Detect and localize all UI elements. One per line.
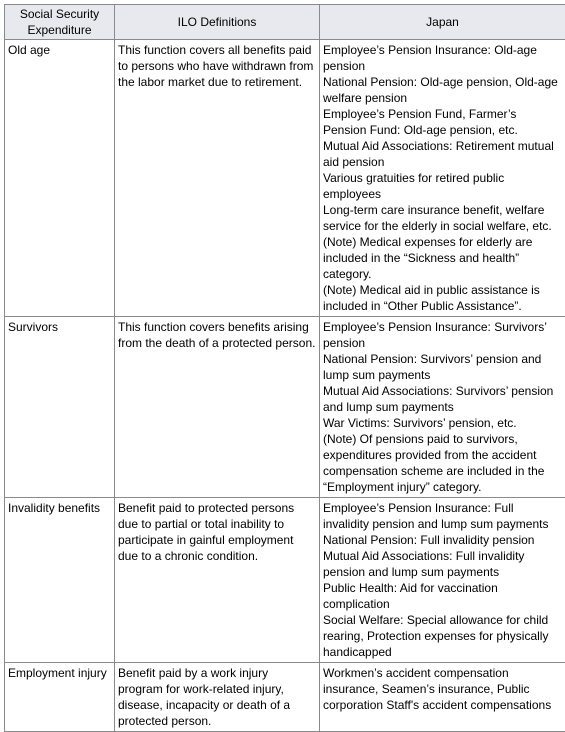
header-expenditure: Social Security Expenditure <box>5 5 115 40</box>
japan-note: (Note) Of pensions paid to survivors, expenditures provided from the accident compensation scheme are included in the “Employment injury” category. <box>323 431 562 495</box>
japan-item: Employee’s Pension Insurance: Survivors’ pension <box>323 319 562 351</box>
definition-cell: This function covers benefits arising from the death of a protected person. <box>115 317 320 498</box>
japan-item: Mutual Aid Associations: Full invalidity pension and lump sum payments <box>323 548 562 580</box>
japan-note: (Note) Medical aid in public assistance is included in “Other Public Assistance”. <box>323 282 562 314</box>
table-header-row <box>5 5 565 40</box>
japan-item: Workmen’s accident compensation insurance, Seamen’s insurance, Public corporation Staff's accident compensations <box>323 665 562 713</box>
table-row <box>5 663 565 732</box>
japan-cell <box>320 317 565 498</box>
japan-item: Social Welfare: Special allowance for child rearing, Protection expenses for physically handicapped <box>323 612 562 660</box>
japan-item: National Pension: Survivors’ pension and lump sum payments <box>323 351 562 383</box>
category-cell: Old age <box>5 40 115 317</box>
japan-note: (Note) Medical expenses for elderly are included in the “Sickness and health” category. <box>323 234 562 282</box>
definition-cell: Benefit paid by a work injury program for work-related injury, disease, incapacity or death of a protected person. <box>115 663 320 732</box>
category-cell: Survivors <box>5 317 115 498</box>
table-row <box>5 498 565 663</box>
social-security-table <box>4 4 565 732</box>
japan-item: National Pension: Full invalidity pension <box>323 532 562 548</box>
japan-item: Public Health: Aid for vaccination complication <box>323 580 562 612</box>
japan-cell <box>320 498 565 663</box>
japan-item: Employee’s Pension Insurance: Full invalidity pension and lump sum payments <box>323 500 562 532</box>
japan-item: Mutual Aid Associations: Retirement mutual aid pension <box>323 138 562 170</box>
japan-item: Employee’s Pension Fund, Farmer’s Pension Fund: Old-age pension, etc. <box>323 106 562 138</box>
header-japan: Japan <box>320 5 565 40</box>
japan-cell <box>320 663 565 732</box>
japan-cell <box>320 40 565 317</box>
japan-item: Employee’s Pension Insurance: Old-age pension <box>323 42 562 74</box>
definition-cell: Benefit paid to protected persons due to partial or total inability to participate in gainful employment due to a chronic condition. <box>115 498 320 663</box>
japan-item: War Victims: Survivors’ pension, etc. <box>323 415 562 431</box>
category-cell: Employment injury <box>5 663 115 732</box>
japan-item: National Pension: Old-age pension, Old-age welfare pension <box>323 74 562 106</box>
table-row <box>5 40 565 317</box>
table-row <box>5 317 565 498</box>
japan-item: Various gratuities for retired public employees <box>323 170 562 202</box>
japan-item: Mutual Aid Associations: Survivors’ pension and lump sum payments <box>323 383 562 415</box>
definition-cell: This function covers all benefits paid to persons who have withdrawn from the labor market due to retirement. <box>115 40 320 317</box>
header-ilo-definitions: ILO Definitions <box>115 5 320 40</box>
japan-item: Long-term care insurance benefit, welfare service for the elderly in social welfare, etc. <box>323 202 562 234</box>
category-cell: Invalidity benefits <box>5 498 115 663</box>
